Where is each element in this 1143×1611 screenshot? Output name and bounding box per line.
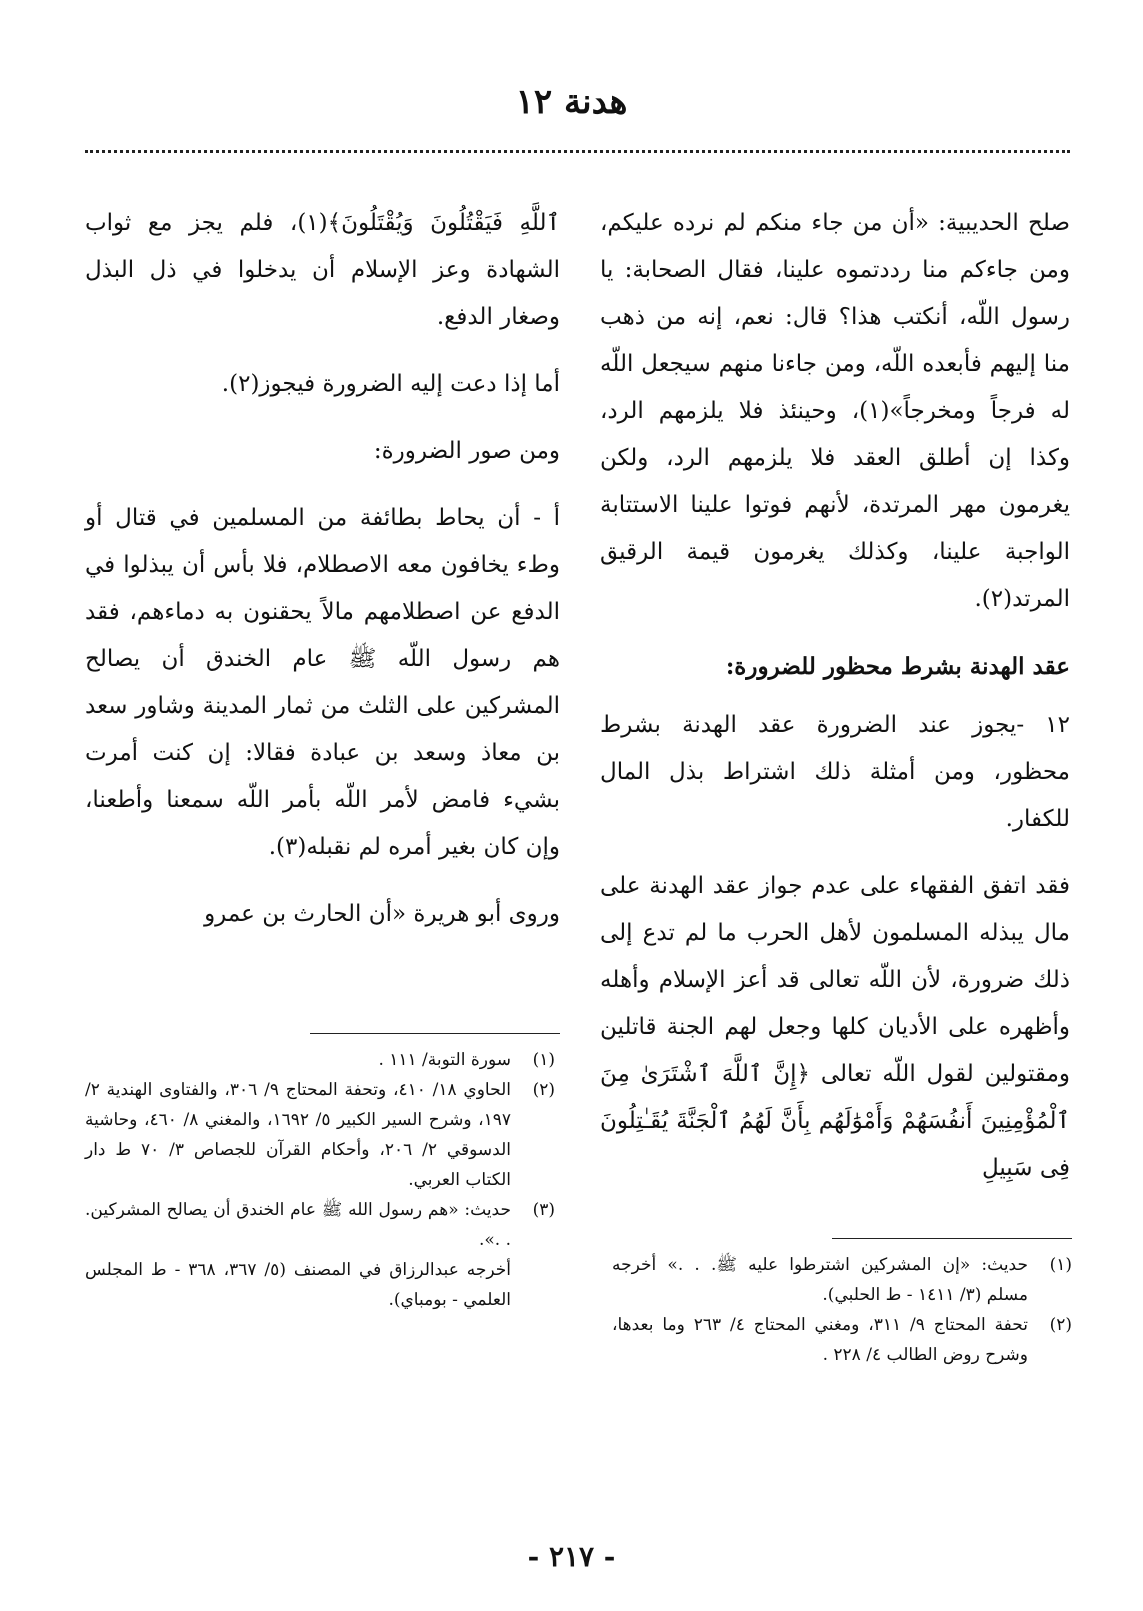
footnote-item (85, 1255, 555, 1315)
footnote-text: أخرجه عبدالرزاق في المصنف (٥/ ٣٦٧، ٣٦٨ - ط المجلس العلمي - بومباي). (85, 1260, 511, 1310)
paragraph-hudaybiyya: صلح الحديبية: «أن من جاء منكم لم نرده عليكم، ومن جاءكم منا رددتموه علينا، فقال الصحابة: يا رسول اللّه، أنكتب هذا؟ قال: نعم، إنه من ذهب منا إليهم فأبعده اللّه، ومن جاءنا منهم سيجعل اللّه له فرجاً ومخرجاً»(١)، وحينئذ فلا يلزمهم الرد، وكذا إن أطلق العقد فلا يلزمهم الرد، ولكن يغرمون مهر المرتدة، لأنهم فوتوا علينا الاستتابة الواجبة علينا، وكذلك يغرمون قيمة الرقيق المرتد(٢). (600, 210, 1070, 612)
footnote-number: (٢) (1049, 1315, 1072, 1335)
footnotes-right (612, 1250, 1072, 1370)
footnote-item (85, 1195, 555, 1255)
footnote-number: (١) (1049, 1255, 1072, 1275)
footnotes-left (85, 1045, 555, 1315)
footnote-text: تحفة المحتاج ٩/ ٣١١، ومغني المحتاج ٤/ ٢٦٣ وما بعدها، وشرح روض الطالب ٤/ ٢٢٨ . (612, 1315, 1028, 1365)
footnote-number: (٣) (532, 1200, 555, 1220)
footnote-number: (٢) (532, 1080, 555, 1100)
page-number: - ٢١٧ - (527, 1540, 616, 1573)
page-title: هدنة ١٢ (515, 82, 628, 122)
header-dotted-rule (85, 150, 1070, 153)
left-column (85, 200, 560, 958)
paragraph-alif: أ - أن يحاط بطائفة من المسلمين في قتال أو وطء يخافون معه الاصطلام، فلا بأس أن يبذلوا في الدفع عن اصطلامهم مالاً يحقنون به دماءهم، فقد هم رسول اللّه ﷺ عام الخندق أن يصالح المشركين على الثلث من ثمار المدينة وشاور سعد بن معاذ وسعد بن عبادة فقالا: إن كنت أمرت بشيء فامض لأمر اللّه بأمر اللّه سمعنا وأطعنا، وإن كان بغير أمره لم نقبله(٣). (85, 505, 560, 860)
paragraph-darura: أما إذا دعت إليه الضرورة فيجوز(٢). (221, 371, 560, 397)
footnote-number: (١) (532, 1050, 555, 1070)
quran-verse-part1: ﴿إِنَّ ٱللَّهَ ٱشْتَرَىٰ مِنَ ٱلْمُؤْمِنِينَ أَنفُسَهُمْ وَأَمْوَٰلَهُم بِأَنَّ لَهُمُ ٱلْجَنَّةَ يُقَـٰتِلُونَ فِى سَبِيلِ (600, 1061, 1070, 1181)
quran-verse-part2: ٱللَّهِ فَيَقْتُلُونَ وَيُقْتَلُونَ﴾ (327, 210, 560, 236)
footnote-item (612, 1310, 1072, 1370)
paragraph-verse-rest: (١)، فلم يجز مع ثواب الشهادة وعز الإسلام أن يدخلوا في ذل البذل وصغار الدفع. (85, 210, 560, 330)
section-heading: عقد الهدنة بشرط محظور للضرورة: (725, 653, 1070, 680)
footnote-item (85, 1075, 555, 1195)
paragraph-suwar: ومن صور الضرورة: (373, 438, 560, 464)
footnote-rule-right (832, 1238, 1072, 1239)
paragraph-abu-hurayra: وروى أبو هريرة «أن الحارث بن عمرو (204, 901, 560, 927)
footnote-rule-left (310, 1033, 560, 1034)
footnote-text: حديث: «إن المشركين اشترطوا عليه ﷺ. . .» أخرجه مسلم (٣/ ١٤١١ - ط الحلبي). (612, 1255, 1028, 1305)
footnote-item (612, 1250, 1072, 1310)
paragraph-verse-continuation (85, 200, 560, 341)
paragraph-fuqaha-text: فقد اتفق الفقهاء على عدم جواز عقد الهدنة على مال يبذله المسلمون لأهل الحرب ما لم تدع إلى ذلك ضرورة، لأن اللّه تعالى قد أعز الإسلام وأهله وأظهره على الأديان كلها وجعل لهم الجنة قاتلين ومقتولين لقول اللّه تعالى (600, 873, 1070, 1087)
footnote-text: سورة التوبة/ ١١١ . (378, 1050, 511, 1070)
paragraph-fuqaha (600, 863, 1070, 1192)
footnote-item (85, 1045, 555, 1075)
paragraph-12: ١٢ -يجوز عند الضرورة عقد الهدنة بشرط محظور، ومن أمثلة ذلك اشتراط بذل المال للكفار. (600, 712, 1070, 832)
footnote-text: حديث: «هم رسول الله ﷺ عام الخندق أن يصالح المشركين. . .». (85, 1200, 511, 1250)
footnote-text: الحاوي ١٨/ ٤١٠، وتحفة المحتاج ٩/ ٣٠٦، والفتاوى الهندية ٢/ ١٩٧، وشرح السير الكبير ٥/ ١٦٩٢، والمغني ٨/ ٤٦٠، وحاشية الدسوقي ٢/ ٢٠٦، وأحكام القرآن للجصاص ٣/ ٧٠ ط دار الكتاب العربي. (85, 1080, 512, 1190)
right-column (600, 200, 1070, 1192)
footnote-number (511, 1255, 555, 1315)
